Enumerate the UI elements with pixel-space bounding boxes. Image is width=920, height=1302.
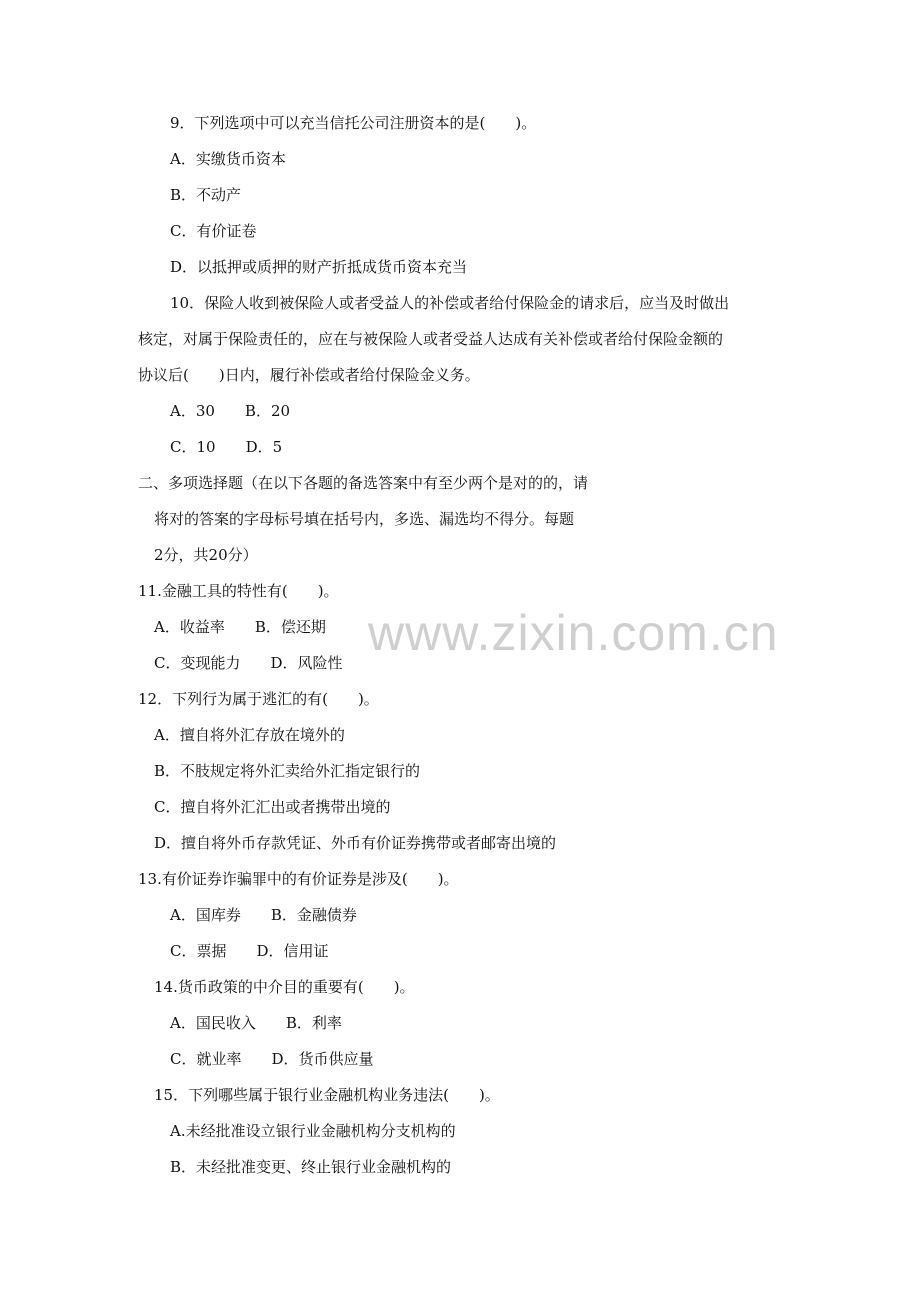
question-13-options-ab: A．国库券 B．金融债券 [170,906,357,924]
question-12-stem: 12．下列行为属于逃汇的有( )。 [138,690,379,708]
question-12-option-b: B．不肢规定将外汇卖给外汇指定银行的 [154,762,421,780]
question-15-option-b: B．未经批准变更、终止银行业金融机构的 [170,1158,452,1176]
section-heading-line-2: 将对的答案的字母标号填在括号内，多选、漏选均不得分。每题 [154,510,575,528]
section-heading-line-1: 二、多项选择题（在以下各题的备选答案中有至少两个是对的的，请 [138,474,589,492]
question-14-options-cd: C．就业率 D．货币供应量 [170,1050,374,1068]
question-10-stem-line-2: 核定，对属于保险责任的，应在与被保险人或者受益人达成有关补偿或者给付保险金额的 [138,330,724,348]
watermark: www.zixin.com.cn [368,605,779,661]
question-11-stem: 11.金融工具的特性有( )。 [138,582,339,600]
question-12-option-c: C．擅自将外汇汇出或者携带出境的 [154,798,391,816]
question-13-options-cd: C．票据 D．信用证 [170,942,329,960]
question-10-stem-line-3: 协议后( )日内，履行补偿或者给付保险金义务。 [138,366,480,384]
question-15-option-a: A.未经批准设立银行业金融机构分支机构的 [170,1122,456,1140]
question-11-options-ab: A．收益率 B．偿还期 [154,618,326,636]
question-12-option-a: A．擅自将外汇存放在境外的 [154,726,345,744]
question-9-stem: 9．下列选项中可以充当信托公司注册资本的是( )。 [170,114,537,132]
question-10-stem-line-1: 10．保险人收到被保险人或者受益人的补偿或者给付保险金的请求后，应当及时做出 [170,294,730,312]
question-9-option-a: A．实缴货币资本 [170,150,286,168]
section-heading-line-3: 2分，共20分） [154,546,258,564]
question-11-options-cd: C．变现能力 D．风险性 [154,654,343,672]
question-9-option-b: B．不动产 [170,186,242,204]
question-15-stem: 15．下列哪些属于银行业金融机构业务违法( )。 [154,1086,500,1104]
question-10-options-cd: C．10 D．5 [170,438,283,456]
question-12-option-d: D．擅自将外币存款凭证、外币有价证券携带或者邮寄出境的 [154,834,557,852]
question-9-option-d: D．以抵押或质押的财产折抵成货币资本充当 [170,258,468,276]
question-14-stem: 14.货币政策的中介目的重要有( )。 [154,978,415,996]
question-13-stem: 13.有价证券诈骗罪中的有价证券是涉及( )。 [138,870,459,888]
question-9-option-c: C．有价证卷 [170,222,257,240]
question-14-options-ab: A．国民收入 B．利率 [170,1014,342,1032]
question-10-options-ab: A．30 B．20 [170,402,291,420]
